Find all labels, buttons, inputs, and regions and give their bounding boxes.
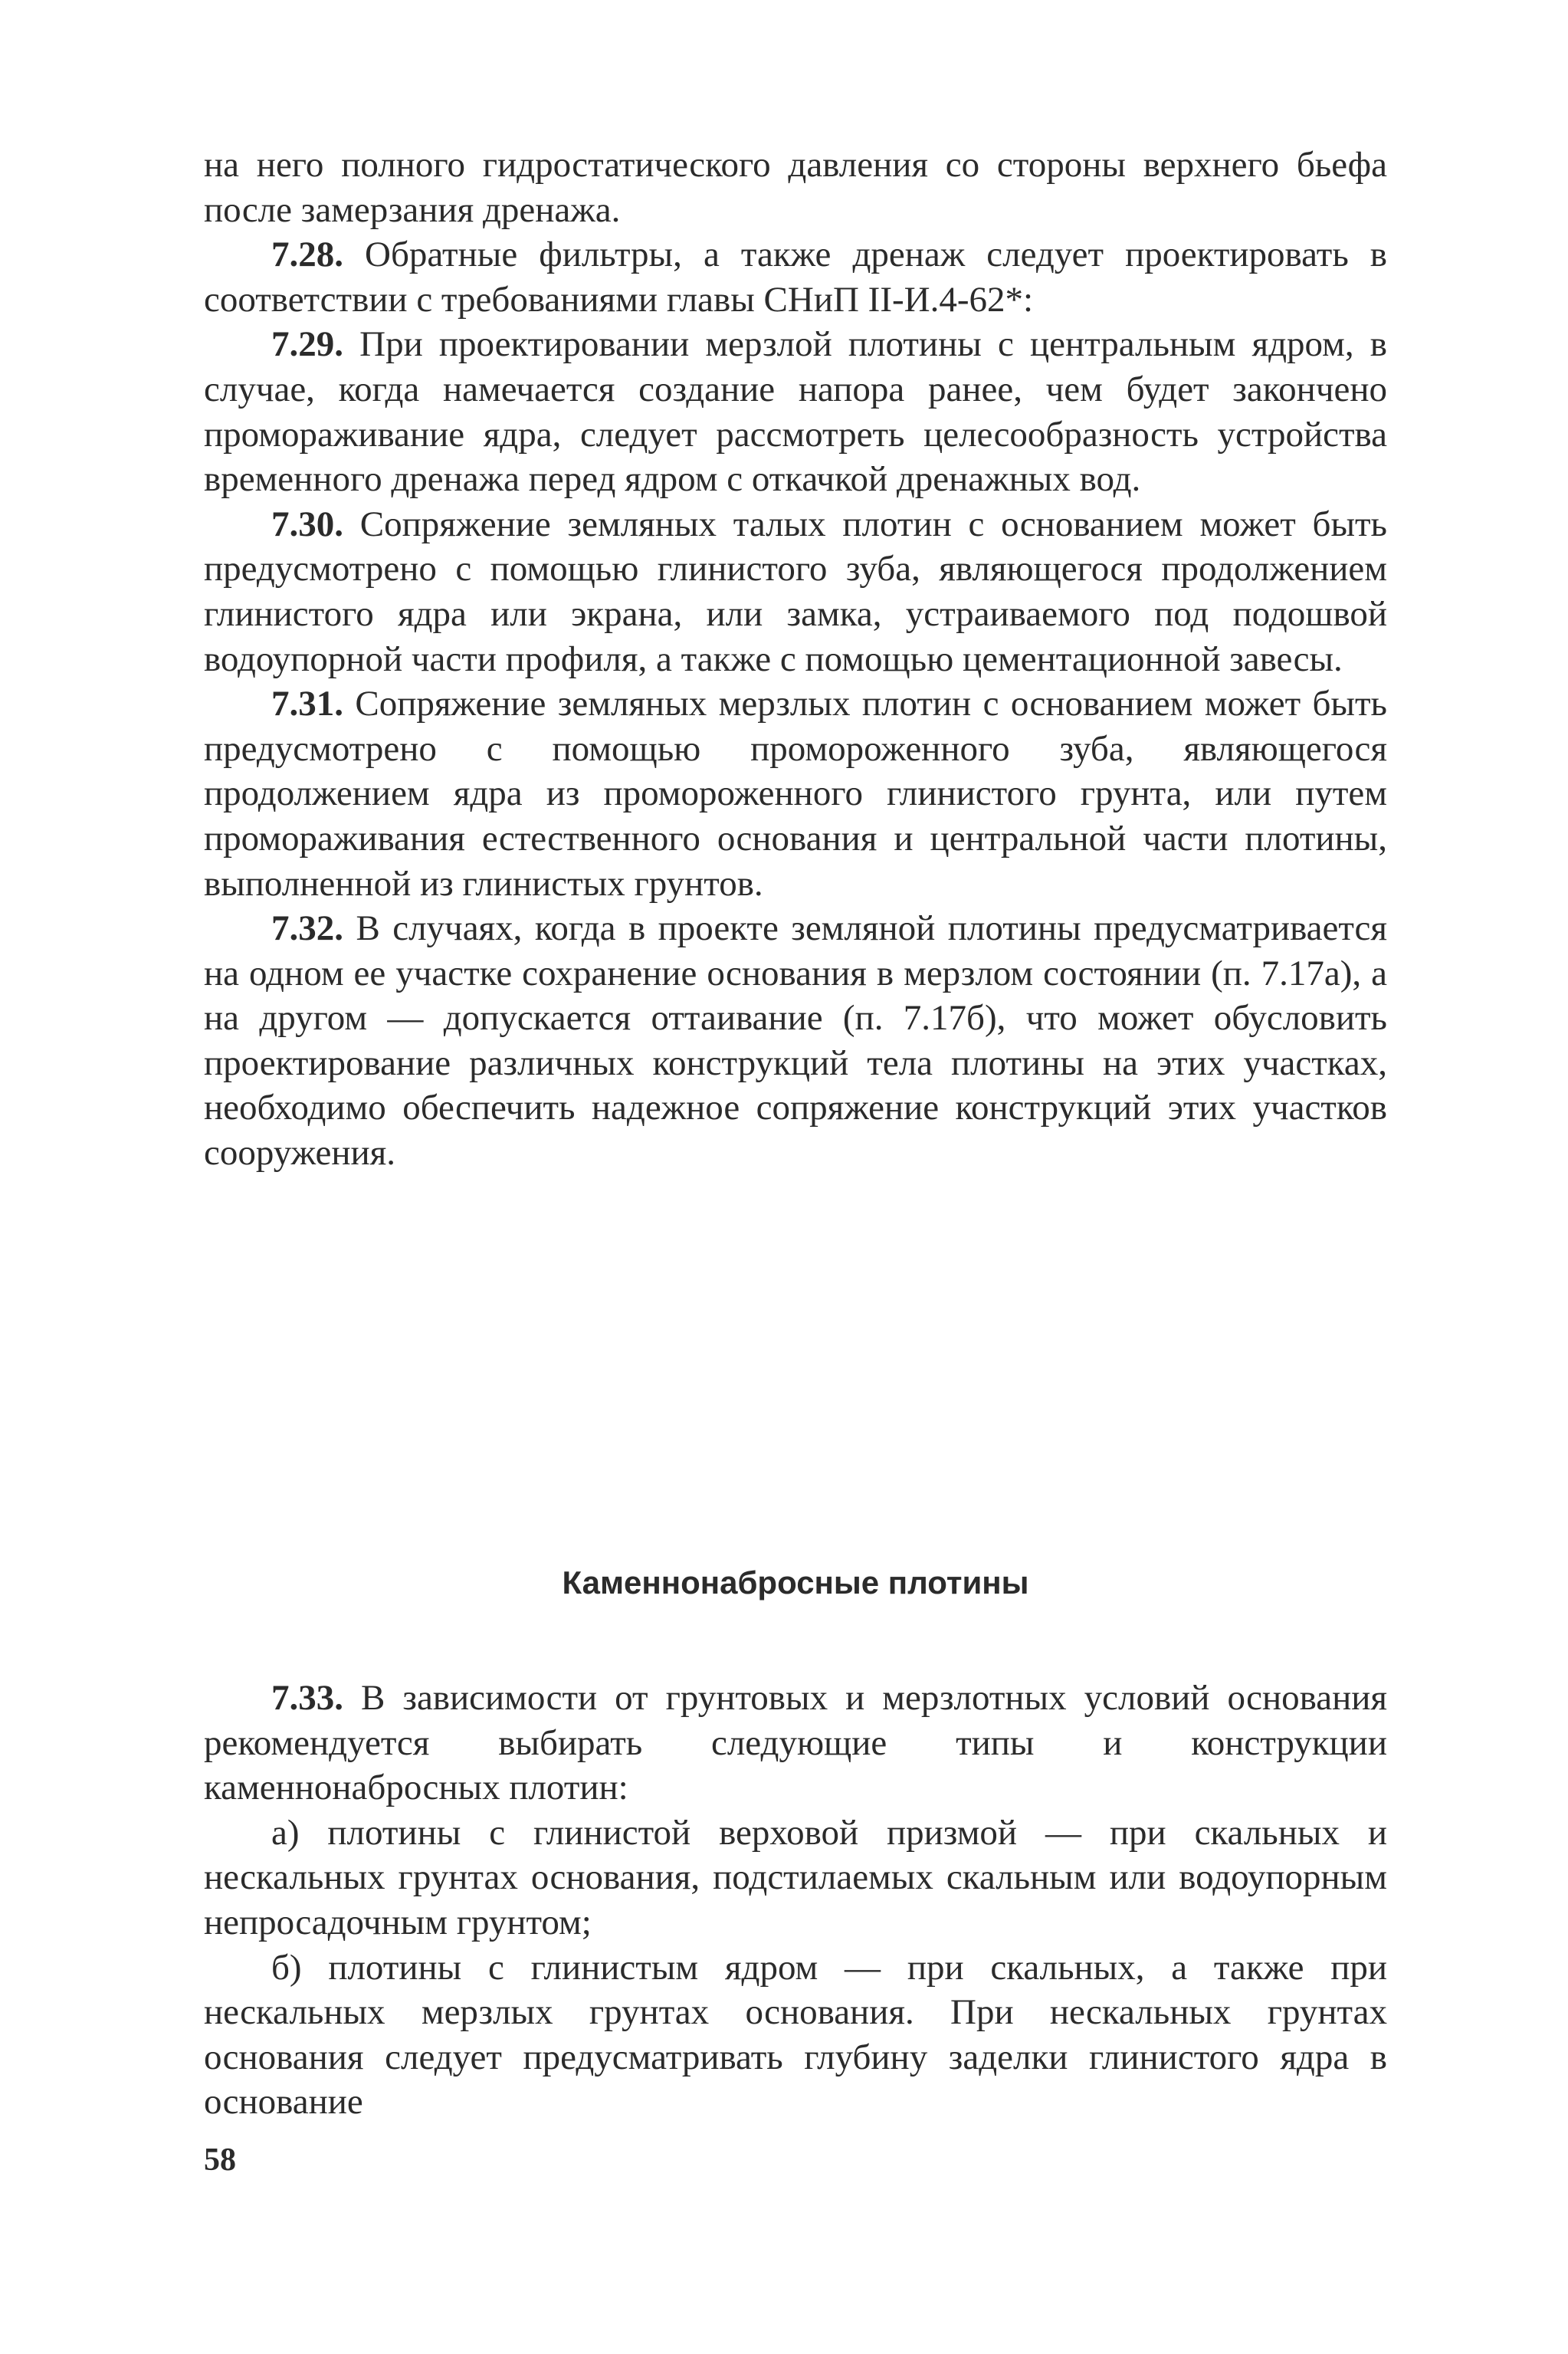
paragraph-text: В случаях, когда в проекте земляной плотины предусматривается на одном ее участке сохранение основания в мерзлом состоянии (п. 7.17а), а на другом — допускается оттаивание (п. 7.17б), что может обусловить проектирование различных конструкций тела плотины на этих участках, необходимо обеспечить надежное сопряжение конструкций этих участков сооружения.	[204, 908, 1387, 1174]
clause-number: 7.33.	[271, 1678, 343, 1718]
list-item-a	[204, 1811, 1387, 1945]
text-block-top	[204, 143, 1387, 1176]
clause-number: 7.32.	[271, 908, 343, 949]
paragraph-7-32	[204, 906, 1387, 1176]
paragraph-text: Сопряжение земляных мерзлых плотин с основанием может быть предусмотрено с помощью промороженного зуба, являющегося продолжением ядра из промороженного глинистого грунта, или путем промораживания естественного основания и центральной части плотины, выполненной из глинистых грунтов.	[204, 684, 1387, 904]
paragraph-continuation	[204, 143, 1387, 232]
paragraph-text: Сопряжение земляных талых плотин с основанием может быть предусмотрено с помощью глинистого зуба, являющегося продолжением глинистого ядра или экрана, или замка, устраиваемого под подошвой водоупорной части профиля, а также с помощью цементационной завесы.	[204, 504, 1387, 679]
paragraph-7-33	[204, 1676, 1387, 1811]
text-block-bottom	[204, 1676, 1387, 2125]
paragraph-7-29	[204, 322, 1387, 501]
page-number: 58	[204, 2142, 236, 2178]
paragraph-text: на него полного гидростатического давления со стороны верхнего бьефа после замерзания дренажа.	[204, 145, 1387, 230]
clause-number: 7.30.	[271, 504, 343, 544]
paragraph-7-30	[204, 502, 1387, 681]
clause-number: 7.29.	[271, 324, 343, 365]
list-item-b	[204, 1945, 1387, 2125]
section-heading: Каменнонабросные плотины	[562, 1564, 1029, 1601]
paragraph-text: б) плотины с глинистым ядром — при скальных, а также при нескальных мерзлых грунтах основания. При нескальных грунтах основания следует предусматривать глубину заделки глинистого ядра в основание	[204, 1947, 1387, 2123]
clause-number: 7.31.	[271, 684, 343, 724]
paragraph-text: При проектировании мерзлой плотины с центральным ядром, в случае, когда намечается создание напора ранее, чем будет закончено промораживание ядра, следует рассмотреть целесообразность устройства временного дренажа перед ядром с откачкой дренажных вод.	[204, 324, 1387, 500]
paragraph-7-31	[204, 681, 1387, 906]
paragraph-7-28	[204, 232, 1387, 322]
paragraph-text: В зависимости от грунтовых и мерзлотных условий основания рекомендуется выбирать следующие типы и конструкции каменнонабросных плотин:	[204, 1678, 1387, 1808]
paragraph-text: а) плотины с глинистой верховой призмой — при скальных и нескальных грунтах основания, подстилаемых скальным или водоупорным непросадочным грунтом;	[204, 1812, 1387, 1942]
clause-number: 7.28.	[271, 235, 343, 275]
paragraph-text: Обратные фильтры, а также дренаж следует проектировать в соответствии с требованиями главы СНиП II-И.4-62*:	[204, 235, 1387, 320]
